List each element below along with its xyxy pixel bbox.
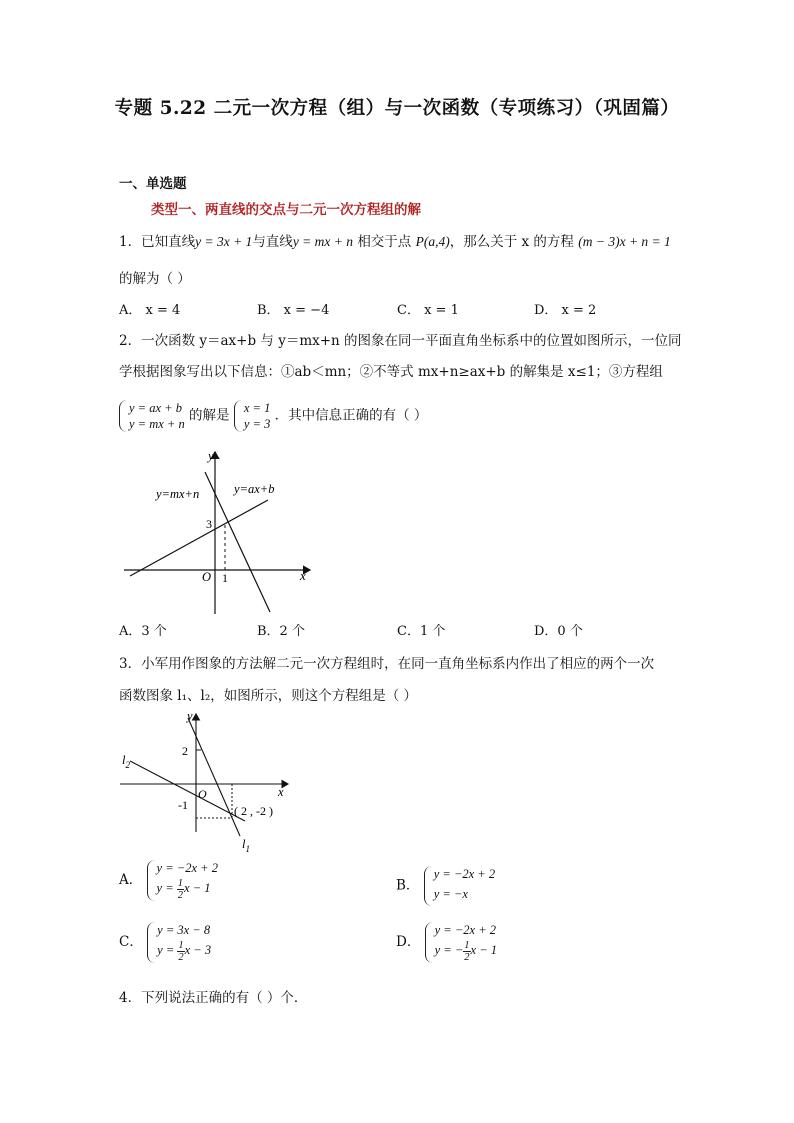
q2-y-label: y [208,448,214,463]
q3-option-c-system [147,922,211,963]
q2-mid: 的解是 [189,407,230,424]
section-heading: 一、单选题 [119,176,187,192]
q2-tick-1: 1 [222,571,228,585]
q3-option-a-label: A． [119,871,143,888]
q3-option-d-label: D． [396,933,421,950]
q3-x-label: x [278,785,284,799]
q1-prefix: 1．已知直线 [119,234,196,250]
q3-option-d-system [425,922,497,963]
q3-b-eq1: y = −2x + 2 [433,867,496,881]
q1-option-d: D． x = 2 [534,303,597,318]
q1-option-c: C． x = 1 [397,303,459,318]
q1-line1 [119,232,671,252]
q1-option-a: A． x = 4 [119,303,181,318]
q3-l2-label: $l_2$ [122,753,130,770]
q2-x-label: x [300,568,306,583]
q2-option-c: C．1 个 [397,624,446,639]
q1-eq2: y = mx + n [292,234,354,249]
q3-option-b [396,866,495,906]
q4-line1: 4．下列说法正确的有（ ）个． [119,990,308,1006]
q3-origin: O [198,787,207,801]
q1-line2: 的解为（ ） [119,271,191,287]
q3-option-d [396,922,497,963]
q1-eq1: y = 3x + 1 [195,234,253,249]
q1-mid1: 与直线 [252,234,293,250]
q2-option-a: A．3 个 [119,624,167,639]
q2-graph [118,446,318,618]
q3-a-eq2: y = $\frac{1}{2}$ x − 1 [156,877,211,901]
q3-tick-m1: -1 [178,798,188,812]
subsection-heading: 类型一、两直线的交点与二元一次方程组的解 [151,202,421,218]
q2-line1: 2．一次函数 y＝ax+b 与 y＝mx+n 的图象在同一平面直角坐标系中的位置如图所示，一位同 [119,333,682,349]
q2-tail: ．其中信息正确的有（ ） [274,407,428,424]
q1-option-b: B． x = −4 [257,303,330,318]
q2-system-left [119,400,185,432]
q3-l1-label: $l_1$ [242,837,250,854]
q2-label-mxn: y=mx+n [156,487,200,501]
q3-a-eq1: y = −2x + 2 [156,861,218,875]
q3-c-eq1: y = 3x − 8 [157,923,211,937]
q3-d-eq1: y = −2x + 2 [434,923,497,937]
line-ax-b [130,500,268,576]
q2-option-b: B．2 个 [257,624,305,639]
q2-sol-y: y = 3 [243,417,271,431]
q2-sol-x: x = 1 [243,401,271,415]
q3-d-eq2: y = − $\frac{1}{2}$ x − 1 [434,939,498,963]
q3-y-label: y [187,709,193,723]
q1-mid2: 相交于点 [357,234,412,250]
q3-option-b-label: B． [396,877,420,894]
q3-line1: 3．小军用作图象的方法解二元一次方程组时，在同一直角坐标系内作出了相应的两个一次 [119,656,655,672]
page-title: 专题 5.22 二元一次方程（组）与一次函数（专项练习）（巩固篇） [114,98,680,119]
q3-tick-2: 2 [182,744,188,758]
q3-line2: 函数图象 l₁、l₂，如图所示，则这个方程组是（ ） [119,688,418,704]
q3-graph [118,708,298,856]
q2-label-axb: y=ax+b [234,482,275,496]
q3-option-c [119,922,211,963]
q3-option-a [119,860,218,901]
q2-origin: O [202,570,212,584]
q2-line3 [119,400,427,432]
q3-option-a-system [147,860,218,901]
q3-c-eq2: y = $\frac{1}{2}$ x − 3 [157,939,212,963]
q2-sys-eq2: y = mx + n [129,417,185,431]
q2-line2: 学根据图象写出以下信息：①ab＜mn；②不等式 mx+n≥ax+b 的解集是 x≤1；③方程组 [119,364,663,380]
q3-option-b-system [424,866,495,906]
q3-point-label: ( 2 , -2 ) [234,804,273,818]
q1-point: P(a,4) [415,234,450,249]
q2-sys-eq1: y = ax + b [129,401,182,415]
q3-line-l2 [130,761,245,821]
q2-system-right [234,400,270,432]
q1-mid3: ，那么关于 x 的方程 [449,234,574,250]
q2-option-d: D．0 个 [534,624,583,639]
q1-eq3: (m − 3)x + n = 1 [578,234,671,249]
q3-option-c-label: C． [119,933,143,950]
q3-b-eq2: y = −x [433,887,468,901]
q2-tick-3: 3 [206,517,212,531]
